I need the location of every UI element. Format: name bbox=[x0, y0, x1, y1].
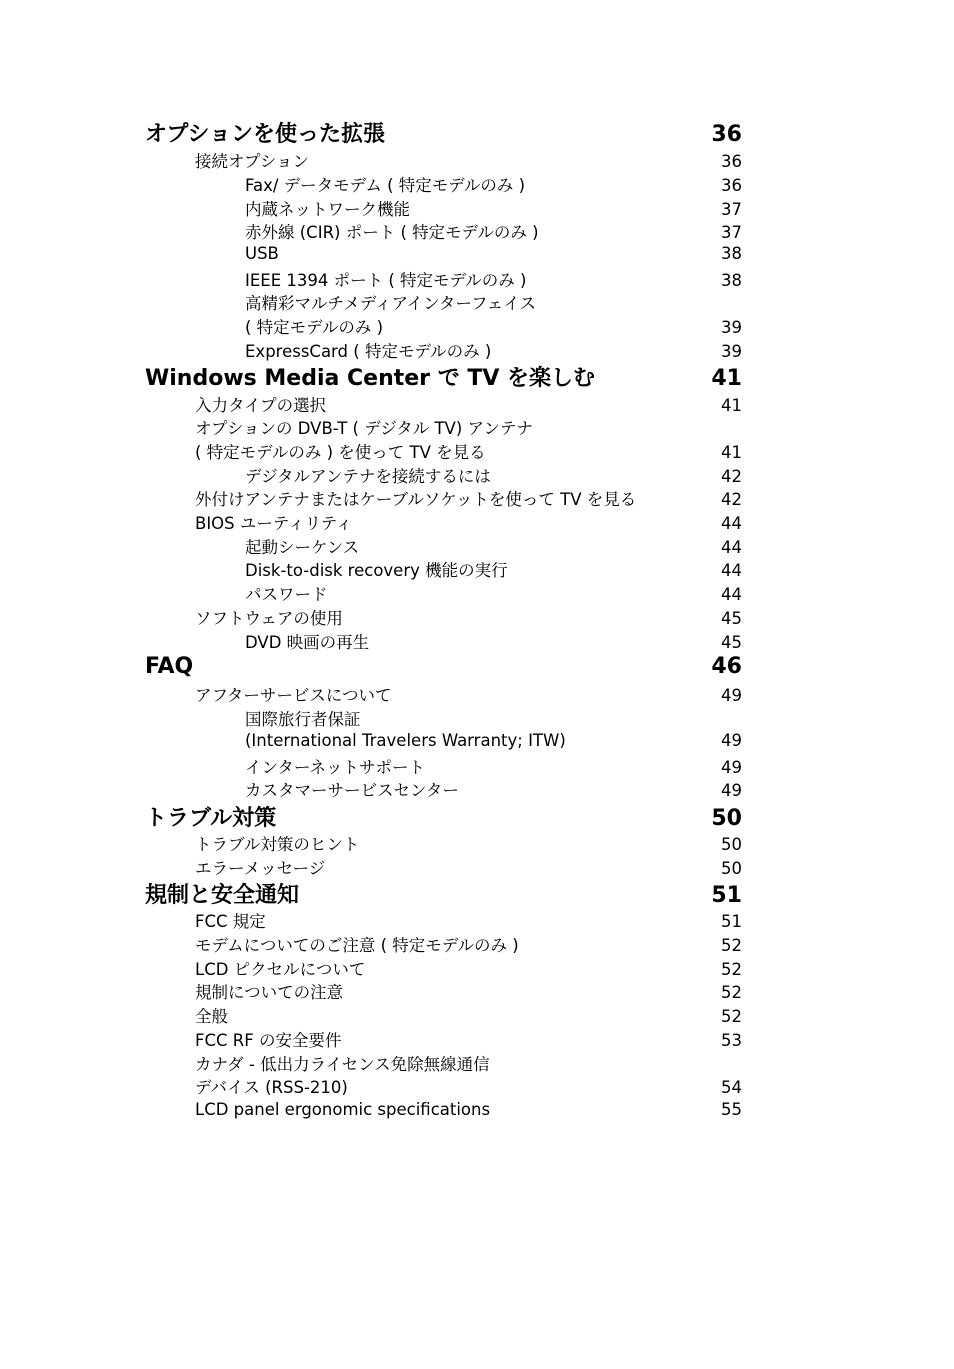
toc-entry-title: 内蔵ネットワーク機能 bbox=[245, 200, 410, 219]
toc-entry[interactable] bbox=[0, 983, 954, 1003]
toc-entry[interactable] bbox=[0, 200, 954, 220]
toc-entry-page-number: 49 bbox=[721, 781, 742, 800]
toc-entry[interactable] bbox=[0, 514, 954, 534]
toc-entry-title: 接続オプション bbox=[195, 152, 310, 171]
toc-entry-page-number: 45 bbox=[721, 609, 742, 628]
toc-entry[interactable] bbox=[0, 960, 954, 980]
toc-entry-title: インターネットサポート bbox=[245, 758, 426, 777]
toc-entry-title: モデムについてのご注意 ( 特定モデルのみ ) bbox=[195, 936, 519, 955]
toc-entry[interactable] bbox=[0, 758, 954, 778]
toc-entry-page-number: 51 bbox=[721, 912, 742, 931]
toc-entry[interactable] bbox=[0, 223, 954, 243]
toc-entry-title: オプションの DVB-T ( デジタル TV) アンテナ bbox=[195, 419, 533, 438]
toc-entry-page-number: 52 bbox=[721, 960, 742, 979]
toc-entry-title: Disk-to-disk recovery 機能の実行 bbox=[245, 561, 508, 580]
toc-entry-page-number: 49 bbox=[721, 731, 742, 750]
toc-entry-page-number: 38 bbox=[721, 244, 742, 263]
toc-entry-page-number: 49 bbox=[721, 758, 742, 777]
toc-entry[interactable] bbox=[0, 1007, 954, 1027]
toc-entry[interactable] bbox=[0, 731, 954, 751]
toc-entry-title: 規制についての注意 bbox=[195, 983, 344, 1002]
toc-entry-page-number: 52 bbox=[721, 936, 742, 955]
toc-entry-page-number: 50 bbox=[721, 835, 742, 854]
toc-entry[interactable] bbox=[0, 781, 954, 801]
toc-entry[interactable] bbox=[0, 710, 954, 730]
toc-entry[interactable] bbox=[0, 152, 954, 172]
toc-entry[interactable] bbox=[0, 490, 954, 510]
toc-entry-page-number: 54 bbox=[721, 1078, 742, 1097]
toc-entry-page-number: 44 bbox=[721, 538, 742, 557]
toc-entry-title: デジタルアンテナを接続するには bbox=[245, 467, 491, 486]
toc-entry-title: DVD 映画の再生 bbox=[245, 633, 370, 652]
toc-entry-title: オプションを使った拡張 bbox=[145, 122, 386, 147]
toc-entry-title: 入力タイプの選択 bbox=[195, 396, 327, 415]
toc-entry-title: ExpressCard ( 特定モデルのみ ) bbox=[245, 342, 492, 361]
toc-entry-page-number: 50 bbox=[721, 859, 742, 878]
toc-entry-title: 外付けアンテナまたはケーブルソケットを使って TV を見る bbox=[195, 490, 637, 509]
toc-entry-page-number: 41 bbox=[711, 366, 742, 391]
toc-entry-title: アフターサービスについて bbox=[195, 686, 392, 705]
toc-entry[interactable] bbox=[0, 342, 954, 362]
toc-entry-page-number: 46 bbox=[711, 654, 742, 679]
toc-entry-title: LCD ピクセルについて bbox=[195, 960, 366, 979]
toc-entry-title: Windows Media Center で TV を楽しむ bbox=[145, 366, 596, 391]
toc-entry-title: 規制と安全通知 bbox=[145, 883, 300, 908]
toc-chapter-entry[interactable] bbox=[0, 883, 954, 909]
toc-entry-title: Fax/ データモデム ( 特定モデルのみ ) bbox=[245, 176, 526, 195]
toc-chapter-entry[interactable] bbox=[0, 806, 954, 832]
toc-entry[interactable] bbox=[0, 835, 954, 855]
toc-entry-title: BIOS ユーティリティ bbox=[195, 514, 353, 533]
toc-entry[interactable] bbox=[0, 585, 954, 605]
toc-entry-page-number: 51 bbox=[711, 883, 742, 908]
toc-entry-page-number: 53 bbox=[721, 1031, 742, 1050]
toc-entry[interactable] bbox=[0, 859, 954, 879]
toc-entry-page-number: 44 bbox=[721, 561, 742, 580]
toc-entry-page-number: 52 bbox=[721, 983, 742, 1002]
toc-entry-title: 高精彩マルチメディアインターフェイス bbox=[245, 294, 537, 313]
toc-entry-title: (International Travelers Warranty; ITW) bbox=[245, 731, 566, 750]
toc-chapter-entry[interactable] bbox=[0, 366, 954, 392]
toc-entry[interactable] bbox=[0, 1055, 954, 1075]
toc-entry-page-number: 44 bbox=[721, 514, 742, 533]
toc-entry[interactable] bbox=[0, 936, 954, 956]
toc-entry-title: 起動シーケンス bbox=[245, 538, 360, 557]
toc-entry[interactable] bbox=[0, 1031, 954, 1051]
toc-entry[interactable] bbox=[0, 1078, 954, 1098]
toc-entry[interactable] bbox=[0, 318, 954, 338]
toc-entry[interactable] bbox=[0, 396, 954, 416]
toc-entry-page-number: 39 bbox=[721, 318, 742, 337]
toc-entry[interactable] bbox=[0, 244, 954, 264]
toc-entry-page-number: 41 bbox=[721, 396, 742, 415]
toc-entry-page-number: 42 bbox=[721, 490, 742, 509]
toc-entry-page-number: 36 bbox=[711, 122, 742, 147]
toc-entry-page-number: 41 bbox=[721, 443, 742, 462]
toc-entry-title: デバイス (RSS-210) bbox=[195, 1078, 348, 1097]
toc-chapter-entry[interactable] bbox=[0, 122, 954, 148]
toc-entry[interactable] bbox=[0, 633, 954, 653]
toc-entry-title: カスタマーサービスセンター bbox=[245, 781, 459, 800]
toc-entry-title: 国際旅行者保証 bbox=[245, 710, 361, 729]
toc-entry[interactable] bbox=[0, 561, 954, 581]
toc-entry[interactable] bbox=[0, 538, 954, 558]
toc-entry[interactable] bbox=[0, 686, 954, 706]
toc-entry[interactable] bbox=[0, 1100, 954, 1120]
toc-entry-page-number: 49 bbox=[721, 686, 742, 705]
toc-entry[interactable] bbox=[0, 467, 954, 487]
toc-entry-page-number: 50 bbox=[711, 806, 742, 831]
toc-entry[interactable] bbox=[0, 912, 954, 932]
toc-entry-title: ( 特定モデルのみ ) bbox=[245, 318, 384, 337]
toc-entry-title: FCC 規定 bbox=[195, 912, 266, 931]
toc-entry-title: パスワード bbox=[245, 585, 328, 604]
toc-entry[interactable] bbox=[0, 443, 954, 463]
toc-entry-page-number: 36 bbox=[721, 152, 742, 171]
toc-entry-title: IEEE 1394 ポート ( 特定モデルのみ ) bbox=[245, 271, 527, 290]
toc-entry-page-number: 42 bbox=[721, 467, 742, 486]
toc-entry-page-number: 39 bbox=[721, 342, 742, 361]
toc-chapter-entry[interactable] bbox=[0, 654, 954, 680]
toc-entry-page-number: 45 bbox=[721, 633, 742, 652]
toc-entry[interactable] bbox=[0, 609, 954, 629]
toc-entry-title: ソフトウェアの使用 bbox=[195, 609, 343, 628]
toc-entry-page-number: 55 bbox=[721, 1100, 742, 1119]
toc-entry-title: ( 特定モデルのみ ) を使って TV を見る bbox=[195, 443, 486, 462]
toc-entry-title: エラーメッセージ bbox=[195, 859, 326, 878]
toc-entry-title: カナダ - 低出力ライセンス免除無線通信 bbox=[195, 1055, 490, 1074]
toc-entry-page-number: 36 bbox=[721, 176, 742, 195]
toc-entry-title: FAQ bbox=[145, 654, 194, 679]
toc-entry-title: FCC RF の安全要件 bbox=[195, 1031, 342, 1050]
toc-entry[interactable] bbox=[0, 176, 954, 196]
toc-entry-page-number: 52 bbox=[721, 1007, 742, 1026]
toc-entry-page-number: 44 bbox=[721, 585, 742, 604]
toc-entry-page-number: 37 bbox=[721, 223, 742, 242]
toc-entry-page-number: 37 bbox=[721, 200, 742, 219]
toc-entry[interactable] bbox=[0, 271, 954, 291]
toc-entry-title: LCD panel ergonomic specifications bbox=[195, 1100, 491, 1119]
toc-entry[interactable] bbox=[0, 294, 954, 314]
toc-entry-page-number: 38 bbox=[721, 271, 742, 290]
toc-entry-title: 全般 bbox=[195, 1007, 228, 1026]
toc-entry-title: トラブル対策のヒント bbox=[195, 835, 360, 854]
toc-entry-title: トラブル対策 bbox=[145, 806, 277, 831]
toc-entry-title: USB bbox=[245, 244, 279, 263]
toc-entry[interactable] bbox=[0, 419, 954, 439]
toc-entry-title: 赤外線 (CIR) ポート ( 特定モデルのみ ) bbox=[245, 223, 539, 242]
